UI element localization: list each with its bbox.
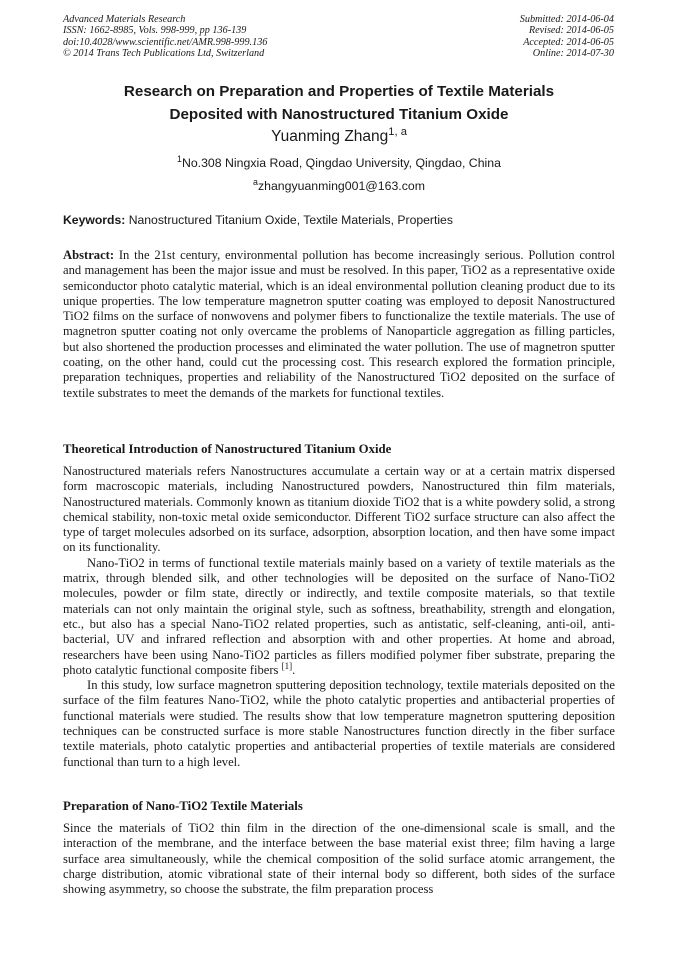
title-line-1: Research on Preparation and Properties of Textile Materials: [123, 83, 555, 100]
paragraph: Since the materials of TiO2 thin film in the direction of the one-dimensional scale is small, and the interaction of the membrane, and the interface between the base material exist three; film having a large surface area simultaneously, while the chemical composition of the solid surface atomic arrangement, the charge distribution, atomic vibrational state of their internal body so different, both sides of the surface showing asymmetry, so choose the substrate, the film preparation process: [63, 821, 615, 897]
abstract: [63, 248, 615, 401]
paragraph-end: .: [292, 662, 296, 677]
journal-info: [63, 14, 267, 60]
author-name: Yuanming Zhang: [271, 128, 389, 145]
publication-dates: [520, 14, 614, 60]
email-superscript: a: [253, 176, 258, 187]
paragraph-text: Nano-TiO2 in terms of functional textile materials mainly based on a variety of textile materials as the matrix, through blended silk, and other technologies will be deposited on the surface of Nano-TiO2 molecules, powder or film state, directly or indirectly, and textile composite materials, so that textile materials can not only maintain the original style, such as softness, breathability, strength and elongation, etc., but also has a special Nano-TiO2 related properties, such as antistatic, self-cleaning, anti-oil, anti-bacterial, UV and infrared reflection and absorption with and other properties. At home and abroad, researchers have been using Nano-TiO2 particles as fillers modified polymer fiber substrate, preparing the photo catalytic functional composite fibers: [63, 555, 615, 677]
paragraph: [63, 556, 615, 678]
paragraph: In this study, low surface magnetron sputtering deposition technology, textile materials deposited on the surface of the film features Nano-TiO2, while the photo catalytic properties and antibacterial properties of functional materials were studied. The results show that low temperature magnetron sputtering deposition techniques can be constructed surface is more stable Nanostructures function directly in the fiber surface textile materials, photo catalytic properties and antibacterial properties of textile materials are considered functional than turn to a high level.: [63, 678, 615, 769]
date-revised: Revised: 2014-06-05: [528, 25, 614, 37]
keywords: [63, 212, 615, 228]
date-submitted: Submitted: 2014-06-04: [519, 14, 614, 25]
email-text: zhangyuanming001@163.com: [257, 179, 425, 193]
date-accepted: Accepted: 2014-06-05: [523, 36, 614, 48]
abstract-label: Abstract:: [63, 248, 115, 262]
section-heading-theory: Theoretical Introduction of Nanostructured Titanium Oxide: [63, 442, 392, 456]
keywords-label: Keywords:: [63, 213, 126, 227]
date-online: Online: 2014-07-30: [532, 48, 614, 60]
paragraph: Nanostructured materials refers Nanostructures accumulate a certain way or at a certain matrix dispersed form macroscopic materials, including Nanostructured powders, Nanostructured thin film materials, Nanostructured materials. Commonly known as titanium dioxide TiO2 that is a white powdery solid, a strong chemical stability, non-toxic metal oxide semiconductor. Different TiO2 surface structure can also affect the type of target molecules adsorbed on its surface, adsorption, absorption location, and then have some impact on its functionality.: [63, 464, 615, 555]
journal-doi: doi:10.4028/www.scientific.net/AMR.998-999.136: [63, 36, 268, 48]
affiliation-email: [40, 178, 638, 194]
abstract-text: In the 21st century, environmental pollution has become increasingly serious. Pollution control and management has been the major issue and must be resolved. In this paper, TiO2 as a representative oxide semiconductor photo catalytic material, which is an ideal environmental pollution cleaning product due to its unique properties. The low temperature magnetron sputter coating was employed to deposit Nanostructured TiO2 films on the surface of nonwovens and polymer fibers to functionalize the textile materials. The use of magnetron sputter coating not only overcame the problems of Nanoparticle aggregation as filling particles, but also shortened the production processes and eliminated the water pollution. The use of magnetron sputter coating, on the other hand, could cut the processing cost. This research explored the formation principle, preparation techniques, properties and reliability of the Nanostructured TiO2 deposited on the surface of textile substrates to meet the demands of the markets for functional textiles.: [63, 248, 615, 400]
section-theory-body: [63, 464, 615, 770]
journal-name: Advanced Materials Research: [63, 14, 186, 25]
journal-issn: ISSN: 1662-8985, Vols. 998-999, pp 136-139: [63, 25, 247, 37]
title-line-2: Deposited with Nanostructured Titanium Oxide: [169, 106, 509, 123]
citation-ref: [1]: [281, 660, 293, 671]
section-preparation-body: [63, 821, 615, 897]
affiliation-text: No.308 Ningxia Road, Qingdao University, Qingdao, China: [181, 156, 501, 170]
affiliation-superscript: 1: [177, 153, 182, 164]
affiliation-address: [40, 155, 638, 171]
author: [40, 127, 638, 147]
keywords-text: Nanostructured Titanium Oxide, Textile Materials, Properties: [125, 213, 453, 227]
section-heading-preparation: Preparation of Nano-TiO2 Textile Materials: [63, 799, 303, 813]
author-superscript: 1, a: [388, 125, 407, 138]
paper-title: [40, 80, 638, 126]
journal-copyright: © 2014 Trans Tech Publications Ltd, Switzerland: [63, 48, 265, 60]
